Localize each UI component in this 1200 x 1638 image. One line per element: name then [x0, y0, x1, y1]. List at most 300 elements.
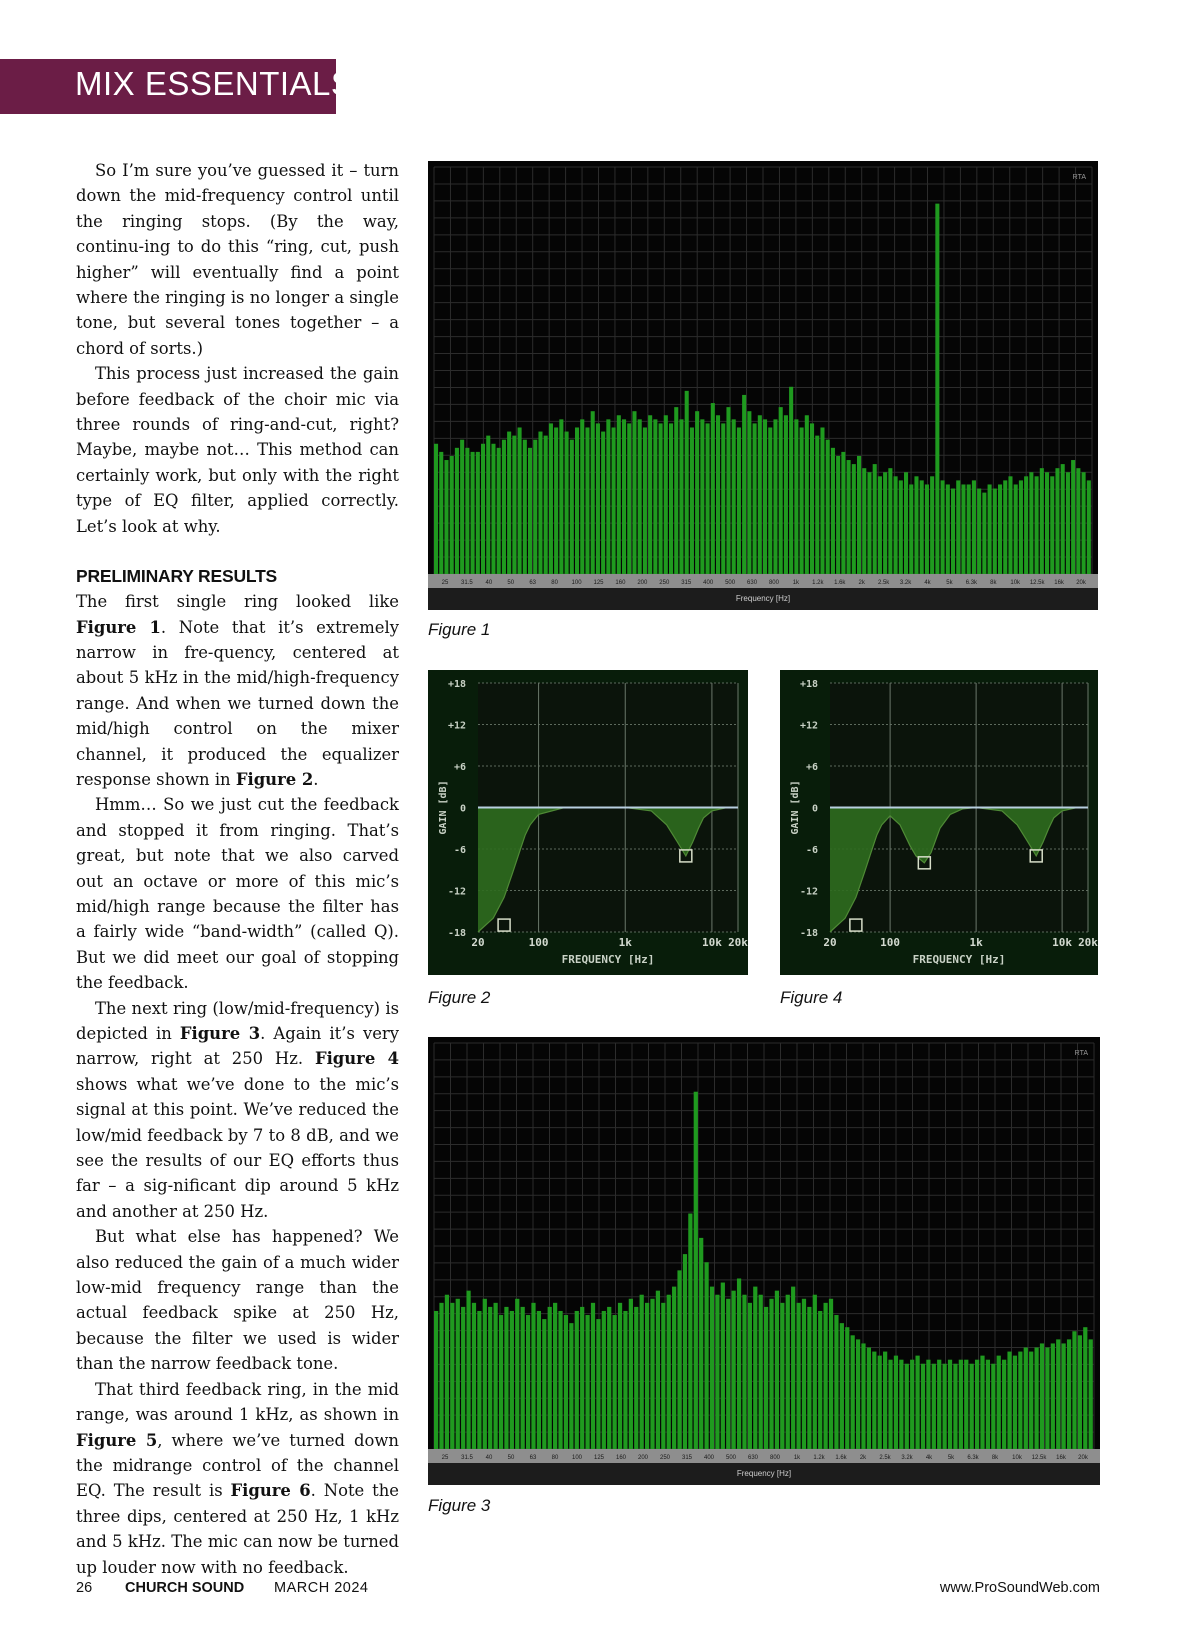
x-tick-label: 500 — [725, 580, 736, 586]
spectrum-bar — [721, 1283, 725, 1449]
spectrum-bar — [841, 452, 845, 574]
y-tick-label: 0 — [459, 803, 466, 815]
corner-label: RTA — [1072, 174, 1086, 181]
spectrum-bar — [873, 464, 877, 574]
x-tick-label: 4k — [924, 580, 931, 586]
spectrum-bar — [706, 423, 710, 574]
x-tick-label: 80 — [551, 1455, 559, 1461]
x-tick-label: 200 — [637, 580, 648, 586]
spectrum-bar — [813, 1295, 817, 1449]
spectrum-bar — [820, 427, 824, 574]
spectrum-bar — [715, 1295, 719, 1449]
spectrum-bar — [538, 432, 542, 574]
spectrum-bar — [677, 1270, 681, 1449]
spectrum-bar — [1067, 1339, 1071, 1449]
spectrum-bar — [656, 1291, 660, 1449]
spectrum-bar — [450, 1303, 454, 1449]
spectrum-bar — [653, 419, 657, 574]
spectrum-bar — [872, 1352, 876, 1449]
figure-reference: Figure 2 — [235, 769, 314, 789]
spectrum-bar — [667, 1295, 671, 1449]
figure-reference: Figure 6 — [230, 1481, 311, 1501]
spectrum-bar — [477, 1311, 481, 1449]
spectrum-bar — [805, 415, 809, 574]
spectrum-bar — [1040, 468, 1044, 574]
spectrum-bar — [834, 1315, 838, 1449]
y-tick-label: -18 — [447, 928, 466, 939]
spectrum-bar — [721, 423, 725, 574]
y-tick-label: +12 — [447, 720, 466, 732]
x-tick-label: 2.5k — [877, 580, 890, 586]
spectrum-bar — [852, 464, 856, 574]
spectrum-bar — [964, 1360, 968, 1449]
x-tick-label: 10k — [1010, 580, 1021, 586]
spectrum-bar — [1045, 1348, 1049, 1450]
spectrum-bar — [737, 1278, 741, 1449]
spectrum-bar — [1019, 480, 1023, 574]
spectrum-bar — [894, 476, 898, 574]
x-tick-label: 315 — [681, 1455, 693, 1461]
spectrum-bar — [961, 484, 965, 574]
spectrum-bar — [953, 1364, 957, 1449]
x-tick-label: 20k — [728, 936, 748, 949]
spectrum-bar — [970, 1364, 974, 1449]
x-tick-label: 25 — [441, 580, 449, 586]
spectrum-bar — [748, 1303, 752, 1449]
spectrum-bar — [439, 1303, 443, 1449]
spectrum-bar — [915, 1356, 919, 1449]
spectrum-bar — [549, 423, 553, 574]
paragraph: So I’m sure you’ve guessed it – turn down the mid-frequency control until the ringing stops. (By the way, continu-ing to do this “ring, cut, push higher” will eventually find a point where the ringing is no longer a single tone, but several tones together – a chord of sorts.) — [76, 161, 399, 358]
spectrum-bar — [796, 1303, 800, 1449]
spectrum-bar — [483, 1299, 487, 1449]
spectrum-bar — [591, 1303, 595, 1449]
spectrum-bar — [1029, 472, 1033, 574]
spectrum-bar — [1007, 1352, 1011, 1449]
paragraph: That third feedback ring, in the mid range, was around 1 kHz, as shown in Figure 5, where we’ve turned down the midrange control of the channel EQ. The result is Figure 6. Note the three dips, centered at 250 Hz, 1 kHz and 5 kHz. The mic can now be turned up louder now with no feedback. — [76, 1379, 399, 1577]
x-tick-label: 20k — [1078, 936, 1098, 949]
spectrum-bar — [753, 1287, 757, 1449]
spectrum-bar — [455, 448, 459, 574]
spectrum-bar — [618, 1303, 622, 1449]
figure-4-caption: Figure 4 — [780, 988, 843, 1007]
spectrum-bar — [920, 480, 924, 574]
spectrum-bar — [1018, 1352, 1022, 1449]
x-tick-label: 1k — [792, 580, 800, 586]
spectrum-bar — [596, 1319, 600, 1449]
page-number: 26 — [76, 1580, 93, 1596]
x-tick-label: 250 — [659, 580, 670, 586]
spectrum-bar — [935, 204, 939, 574]
website-url: www.ProSoundWeb.com — [939, 1580, 1100, 1596]
figure-4-chart — [780, 670, 1098, 975]
spectrum-bar — [789, 387, 793, 574]
spectrum-bar — [629, 1299, 633, 1449]
figure-3-caption: Figure 3 — [428, 1496, 491, 1515]
x-tick-label: 1k — [618, 936, 632, 949]
spectrum-bar — [862, 468, 866, 574]
spectrum-bar — [669, 423, 673, 574]
spectrum-bar — [559, 419, 563, 574]
spectrum-bar — [643, 427, 647, 574]
spectrum-bar — [553, 1303, 557, 1449]
spectrum-bar — [899, 480, 903, 574]
spectrum-bar — [456, 1299, 460, 1449]
x-tick-label: 1.6k — [834, 580, 846, 586]
spectrum-bar — [476, 452, 480, 574]
paragraph: But what else has happened? We also reduced the gain of a much wider low-mid frequency range than the actual feedback spike at 250 Hz, because the filter we used is wider than the narrow feedback tone. — [76, 1227, 399, 1374]
x-tick-label: 1k — [793, 1455, 801, 1461]
x-axis-label: Frequency [Hz] — [735, 594, 791, 603]
x-tick-label: 80 — [551, 580, 558, 586]
y-tick-label: -12 — [447, 886, 466, 898]
x-tick-label: 2.5k — [879, 1455, 891, 1461]
spectrum-bar — [564, 1315, 568, 1449]
x-tick-label: 6.3k — [967, 1455, 979, 1461]
x-tick-label: 12.5k — [1029, 580, 1045, 586]
y-tick-label: +18 — [799, 679, 818, 690]
spectrum-bar — [694, 1092, 698, 1449]
corner-label: RTA — [1074, 1050, 1088, 1057]
spectrum-bar — [861, 1343, 865, 1449]
spectrum-bar — [606, 419, 610, 574]
spectrum-bar — [786, 1295, 790, 1449]
spectrum-bar — [747, 411, 751, 574]
y-tick-label: +18 — [447, 679, 466, 690]
x-tick-label: 6.3k — [965, 580, 978, 586]
spectrum-bar — [502, 440, 506, 574]
x-tick-label: 25 — [441, 1455, 449, 1461]
spectrum-bar — [1003, 480, 1007, 574]
section-banner — [0, 59, 354, 114]
article-body — [76, 158, 399, 1580]
spectrum-bar — [763, 419, 767, 574]
y-axis-label: GAIN [dB] — [438, 780, 449, 835]
x-tick-label: 630 — [747, 1455, 759, 1461]
spectrum-bar — [634, 1307, 638, 1449]
spectrum-bar — [461, 1307, 465, 1449]
spectrum-bar — [800, 427, 804, 574]
spectrum-bar — [695, 411, 699, 574]
spectrum-bar — [943, 1364, 947, 1449]
x-tick-label: 63 — [529, 580, 537, 586]
spectrum-bar — [460, 440, 464, 574]
y-tick-label: +6 — [453, 762, 466, 773]
figure-1-svg — [428, 161, 1098, 610]
spectrum-bar — [847, 460, 851, 574]
spectrum-bar — [664, 415, 668, 574]
figure-3-chart — [428, 1037, 1100, 1485]
x-tick-label: 4k — [925, 1455, 933, 1461]
x-tick-label: 20k — [1076, 580, 1086, 586]
spectrum-bar — [1055, 468, 1059, 574]
spectrum-bar — [1014, 484, 1018, 574]
spectrum-bar — [773, 419, 777, 574]
spectrum-bar — [1083, 1327, 1087, 1449]
figure-1-caption: Figure 1 — [428, 620, 491, 639]
spectrum-bar — [1066, 472, 1070, 574]
y-tick-label: -6 — [453, 845, 466, 856]
spectrum-bar — [444, 460, 448, 574]
spectrum-bar — [544, 436, 548, 574]
x-axis-label: FREQUENCY [Hz] — [912, 953, 1006, 966]
x-tick-label: 160 — [615, 1455, 627, 1461]
spectrum-bar — [758, 415, 762, 574]
x-tick-label: 100 — [528, 936, 549, 949]
spectrum-bar — [831, 448, 835, 574]
spectrum-bar — [499, 1315, 503, 1449]
x-tick-label: 10k — [1052, 936, 1073, 949]
spectrum-bar — [883, 472, 887, 574]
section-title: MIX ESSENTIALS — [75, 65, 354, 102]
spectrum-bar — [497, 448, 501, 574]
spectrum-bar — [975, 1360, 979, 1449]
spectrum-bar — [826, 440, 830, 574]
spectrum-bar — [742, 395, 746, 574]
spectrum-bar — [575, 427, 579, 574]
spectrum-bar — [956, 480, 960, 574]
x-tick-label: 63 — [529, 1455, 537, 1461]
spectrum-bar — [904, 472, 908, 574]
paragraph: The next ring (low/mid-frequency) is depicted in Figure 3. Again it’s very narrow, right at 250 Hz. Figure 4 shows what we’ve done to the mic’s signal at this point. We’ve reduced the low/mid feedback by 7 to 8 dB, and we see the results of our EQ efforts thus far – a sig-nificant dip around 5 kHz and another at 250 Hz. — [76, 998, 399, 1221]
spectrum-bar — [472, 1303, 476, 1449]
spectrum-bar — [810, 423, 814, 574]
figure-reference: Figure 4 — [314, 1049, 399, 1069]
x-tick-label: 100 — [880, 936, 901, 949]
spectrum-bar — [554, 427, 558, 574]
spectrum-bar — [622, 419, 626, 574]
spectrum-bar — [710, 1287, 714, 1449]
spectrum-bar — [818, 1311, 822, 1449]
spectrum-bar — [1045, 472, 1049, 574]
spectrum-bar — [967, 484, 971, 574]
x-tick-label: 20k — [1078, 1455, 1088, 1461]
paragraph: The first single ring looked like Figure 1. Note that it’s extremely narrow in fre-quency, centered at about 5 kHz in the mid/high-frequency range. And when we turned down the mid/high control on the mixer channel, it produced the equalizer response shown in Figure 2. — [76, 592, 399, 789]
x-tick-label: 315 — [681, 580, 692, 586]
spectrum-bar — [439, 452, 443, 574]
spectrum-bar — [977, 489, 981, 574]
spectrum-bar — [565, 432, 569, 574]
x-tick-label: 5k — [947, 1455, 955, 1461]
spectrum-bar — [585, 427, 589, 574]
spectrum-bar — [645, 1303, 649, 1449]
x-tick-label: 1k — [969, 936, 983, 949]
spectrum-bar — [690, 427, 694, 574]
x-tick-label: 125 — [593, 580, 604, 586]
spectrum-bar — [732, 419, 736, 574]
spectrum-bar — [537, 1311, 541, 1449]
spectrum-bar — [1034, 1348, 1038, 1450]
spectrum-bar — [580, 1307, 584, 1449]
spectrum-bar — [959, 1360, 963, 1449]
y-tick-label: -12 — [799, 886, 818, 898]
spectrum-bar — [601, 432, 605, 574]
spectrum-bar — [528, 448, 532, 574]
x-tick-label: 10k — [1012, 1455, 1022, 1461]
spectrum-bar — [1024, 1348, 1028, 1450]
spectrum-bar — [640, 1295, 644, 1449]
spectrum-bar — [488, 1307, 492, 1449]
spectrum-bar — [836, 456, 840, 574]
x-axis-label: Frequency [Hz] — [736, 1469, 792, 1478]
paragraph: Hmm… So we just cut the feedback and stopped it from ringing. That’s great, but note that we also carved out an octave or more of this mic’s mid/high range because the filter has a fairly wide “band-width” (called Q). But we did meet our goal of stopping the feedback. — [76, 795, 399, 993]
x-tick-label: 125 — [593, 1455, 605, 1461]
spectrum-bar — [802, 1299, 806, 1449]
spectrum-bar — [1072, 1331, 1076, 1449]
spectrum-bar — [993, 489, 997, 574]
spectrum-bar — [465, 448, 469, 574]
spectrum-bar — [700, 419, 704, 574]
x-tick-label: 1.2k — [813, 1455, 825, 1461]
spectrum-bar — [780, 1303, 784, 1449]
spectrum-bar — [857, 456, 861, 574]
spectrum-bar — [815, 436, 819, 574]
x-tick-label: 2k — [858, 580, 865, 586]
spectrum-bar — [1089, 1339, 1093, 1449]
spectrum-bar — [1024, 476, 1028, 574]
spectrum-bar — [784, 415, 788, 574]
y-tick-label: 0 — [811, 803, 818, 815]
spectrum-bar — [674, 407, 678, 574]
spectrum-bar — [737, 427, 741, 574]
x-axis-label: FREQUENCY [Hz] — [561, 953, 655, 966]
spectrum-bar — [1062, 1343, 1066, 1449]
spectrum-bar — [491, 444, 495, 574]
figure-reference: Figure 3 — [179, 1024, 261, 1043]
spectrum-bar — [986, 1360, 990, 1449]
x-tick-label: 50 — [507, 580, 515, 586]
x-tick-label: 500 — [725, 1455, 737, 1461]
spectrum-bar — [518, 427, 522, 574]
spectrum-bar — [951, 489, 955, 574]
spectrum-bar — [742, 1295, 746, 1449]
spectrum-bar — [683, 1254, 687, 1449]
spectrum-bar — [627, 423, 631, 574]
spectrum-bar — [946, 484, 950, 574]
x-tick-label: 16k — [1056, 1455, 1066, 1461]
spectrum-bar — [1040, 1343, 1044, 1449]
spectrum-bar — [726, 407, 730, 574]
spectrum-bar — [591, 411, 595, 574]
spectrum-bar — [504, 1307, 508, 1449]
x-tick-label: 16k — [1054, 580, 1064, 586]
spectrum-bar — [1013, 1356, 1017, 1449]
spectrum-bar — [948, 1360, 952, 1449]
spectrum-bar — [769, 1299, 773, 1449]
spectrum-bar — [580, 419, 584, 574]
spectrum-bar — [542, 1319, 546, 1449]
figure-2-svg — [428, 670, 748, 975]
spectrum-bar — [602, 1311, 606, 1449]
x-tick-label: 250 — [659, 1455, 671, 1461]
x-tick-label: 400 — [703, 1455, 715, 1461]
spectrum-bar — [659, 423, 663, 574]
spectrum-bar — [569, 1323, 573, 1449]
spectrum-bar — [507, 432, 511, 574]
spectrum-bar — [932, 1364, 936, 1449]
spectrum-bar — [1002, 1360, 1006, 1449]
spectrum-bar — [1061, 464, 1065, 574]
spectrum-bar — [466, 1291, 470, 1449]
spectrum-bar — [450, 456, 454, 574]
spectrum-bar — [521, 1307, 525, 1449]
spectrum-bar — [845, 1327, 849, 1449]
section-heading: PRELIMINARY RESULTS — [76, 566, 278, 587]
y-tick-label: +6 — [805, 762, 818, 773]
spectrum-bar — [937, 1360, 941, 1449]
spectrum-bar — [1029, 1352, 1033, 1449]
x-tick-label: 50 — [507, 1455, 515, 1461]
spectrum-bar — [445, 1295, 449, 1449]
spectrum-bar — [910, 1360, 914, 1449]
spectrum-bar — [779, 407, 783, 574]
spectrum-bar — [998, 484, 1002, 574]
spectrum-bar — [807, 1307, 811, 1449]
spectrum-bar — [1035, 476, 1039, 574]
spectrum-bar — [997, 1356, 1001, 1449]
spectrum-bar — [980, 1356, 984, 1449]
figure-3-svg — [428, 1037, 1100, 1485]
spectrum-bar — [612, 427, 616, 574]
spectrum-bar — [607, 1307, 611, 1449]
x-tick-label: 160 — [615, 580, 626, 586]
spectrum-bar — [914, 476, 918, 574]
x-tick-label: 3.2k — [899, 580, 912, 586]
spectrum-bar — [930, 476, 934, 574]
x-tick-label: 8k — [991, 1455, 999, 1461]
spectrum-bar — [909, 484, 913, 574]
x-tick-label: 800 — [768, 580, 779, 586]
spectrum-bar — [716, 415, 720, 574]
spectrum-bar — [1056, 1339, 1060, 1449]
spectrum-bar — [759, 1295, 763, 1449]
figure-4-svg — [780, 670, 1098, 975]
spectrum-bar — [515, 1299, 519, 1449]
spectrum-bar — [617, 415, 621, 574]
x-tick-label: 8k — [990, 580, 997, 586]
spectrum-bar — [510, 1311, 514, 1449]
spectrum-bar — [638, 419, 642, 574]
spectrum-bar — [1051, 1343, 1055, 1449]
y-tick-label: +12 — [799, 720, 818, 732]
spectrum-bar — [1008, 476, 1012, 574]
spectrum-bar — [558, 1311, 562, 1449]
spectrum-bar — [526, 1315, 530, 1449]
spectrum-bar — [991, 1364, 995, 1449]
y-tick-label: -18 — [799, 928, 818, 939]
spectrum-bar — [794, 419, 798, 574]
x-tick-label: 20 — [823, 936, 837, 949]
spectrum-bar — [688, 1214, 692, 1449]
spectrum-bar — [494, 1303, 498, 1449]
spectrum-bar — [679, 419, 683, 574]
spectrum-bar — [575, 1311, 579, 1449]
x-tick-label: 2k — [859, 1455, 867, 1461]
spectrum-bar — [1078, 1335, 1082, 1449]
spectrum-bar — [1050, 476, 1054, 574]
spectrum-bar — [824, 1303, 828, 1449]
spectrum-bar — [894, 1356, 898, 1449]
spectrum-bar — [1082, 472, 1086, 574]
spectrum-bar — [1071, 460, 1075, 574]
x-tick-label: 1.6k — [835, 1455, 847, 1461]
spectrum-bar — [925, 484, 929, 574]
spectrum-bar — [840, 1323, 844, 1449]
spectrum-bar — [941, 480, 945, 574]
y-axis-label: GAIN [dB] — [790, 780, 801, 835]
magazine-name: CHURCH SOUND — [125, 1580, 245, 1596]
x-tick-label: 630 — [747, 580, 758, 586]
